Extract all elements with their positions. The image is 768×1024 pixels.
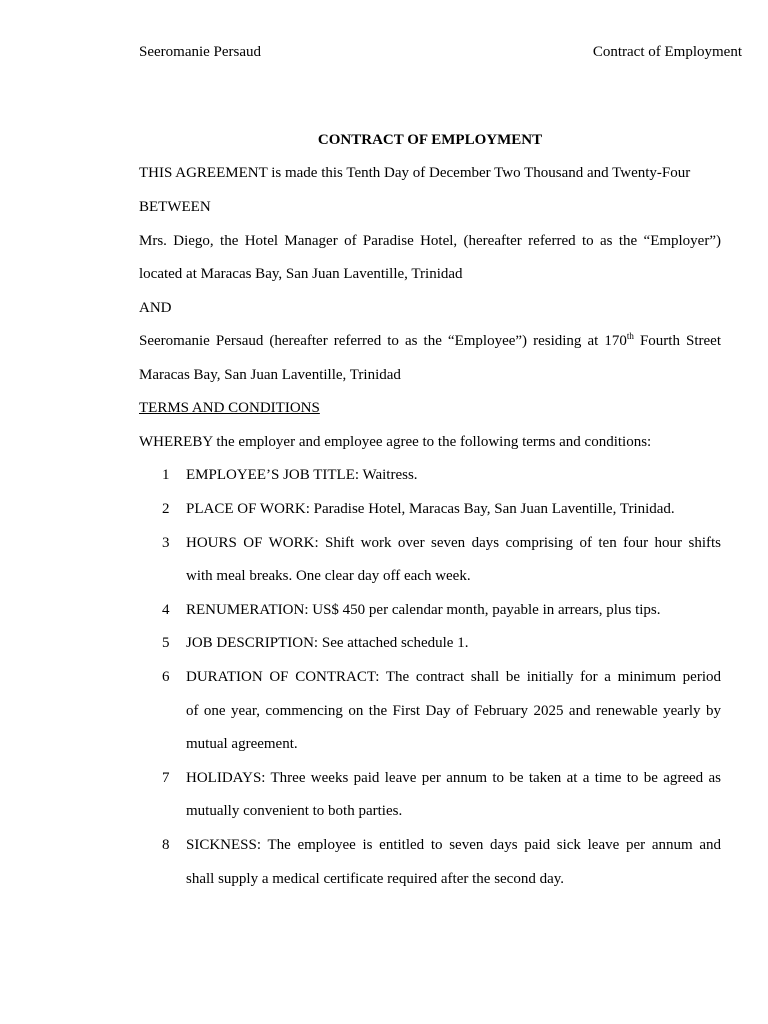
ordinal-suffix: th [626, 331, 634, 341]
agreement-date-line: THIS AGREEMENT is made this Tenth Day of December Two Thousand and Twenty-Four [139, 165, 691, 181]
term-text: shall supply a medical certificate required after the second day. [186, 871, 565, 887]
employee-line-1-street: Fourth Street [633, 333, 721, 349]
header-doc-title: Contract of Employment [592, 44, 742, 60]
term-number: 7 [162, 770, 170, 786]
term-text: DURATION OF CONTRACT: The contract shall be initially for a minimum period [186, 669, 721, 685]
term-number: 3 [162, 535, 170, 551]
terms-heading: TERMS AND CONDITIONS [139, 400, 320, 416]
term-text: RENUMERATION: US$ 450 per calendar month, payable in arrears, plus tips. [186, 602, 661, 618]
employee-line-1-text: Seeromanie Persaud (hereafter referred to as the “Employee”) residing at 170 [139, 333, 627, 349]
term-text: mutual agreement. [186, 736, 298, 752]
term-number: 5 [162, 635, 170, 651]
whereby-line: WHEREBY the employer and employee agree to the following terms and conditions: [139, 434, 652, 450]
employee-line-2: Maracas Bay, San Juan Laventille, Trinidad [139, 367, 401, 383]
and-label: AND [139, 300, 172, 316]
header-author: Seeromanie Persaud [139, 44, 262, 60]
document-title: CONTRACT OF EMPLOYMENT [317, 132, 543, 148]
term-number: 8 [162, 837, 170, 853]
term-text: HOURS OF WORK: Shift work over seven days comprising of ten four hour shifts [186, 535, 721, 551]
between-label: BETWEEN [139, 199, 211, 215]
term-text: with meal breaks. One clear day off each week. [186, 568, 471, 584]
term-text: JOB DESCRIPTION: See attached schedule 1. [186, 635, 469, 651]
employer-line-2: located at Maracas Bay, San Juan Laventille, Trinidad [139, 266, 463, 282]
employer-line-1: Mrs. Diego, the Hotel Manager of Paradise Hotel, (hereafter referred to as the “Employer”) [139, 233, 721, 249]
term-text: EMPLOYEE’S JOB TITLE: Waitress. [186, 467, 418, 483]
employee-line-1 [139, 332, 721, 350]
term-number: 6 [162, 669, 170, 685]
term-text: HOLIDAYS: Three weeks paid leave per annum to be taken at a time to be agreed as [186, 770, 721, 786]
term-number: 1 [162, 467, 170, 483]
term-text: PLACE OF WORK: Paradise Hotel, Maracas Bay, San Juan Laventille, Trinidad. [186, 501, 675, 517]
term-text: mutually convenient to both parties. [186, 803, 403, 819]
term-number: 4 [162, 602, 170, 618]
term-number: 2 [162, 501, 170, 517]
term-text: of one year, commencing on the First Day of February 2025 and renewable yearly by [186, 703, 721, 719]
term-text: SICKNESS: The employee is entitled to seven days paid sick leave per annum and [186, 837, 721, 853]
